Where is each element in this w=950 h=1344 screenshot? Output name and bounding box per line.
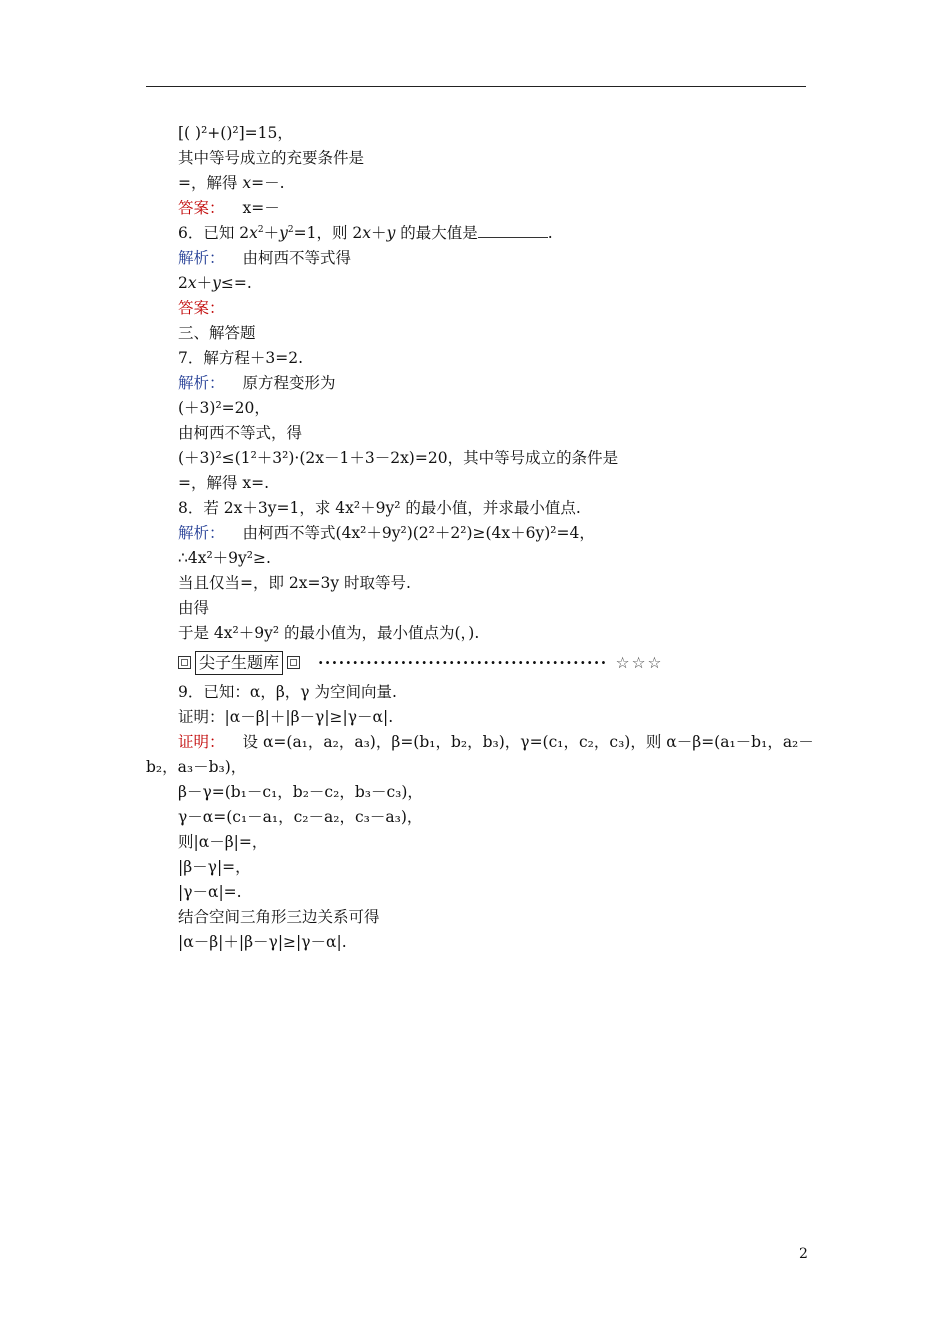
text-line: 其中等号成立的充要条件是 — [178, 149, 365, 167]
answer-blank — [478, 223, 548, 238]
header-rule — [146, 86, 806, 87]
question-bank-header — [178, 649, 828, 676]
answer-label: 答案： — [178, 199, 225, 217]
text-line: 由得 — [178, 599, 210, 617]
box-icon — [178, 656, 191, 669]
text-line: 于是 4x²＋9y² 的最小值为，最小值点为(，). — [178, 624, 480, 642]
text-line: 则|α－β|=， — [178, 833, 268, 851]
analysis-label: 解析： — [178, 374, 225, 392]
analysis-label: 解析： — [178, 249, 225, 267]
text-line: =，解得 x=. — [178, 474, 270, 492]
text-line: 结合空间三角形三边关系可得 — [178, 908, 380, 926]
text-line: ∴4x²＋9y²≥. — [178, 549, 271, 567]
answer-label: 答案： — [178, 299, 225, 317]
text-line: 由柯西不等式，得 — [178, 424, 303, 442]
proof-line: 证明： 设 α=(a₁，a₂，a₃)，β=(b₁，b₂，b₃)，γ=(c₁，c₂，c₃)，则 α－β=(a₁－b₁，a₂－ — [178, 733, 814, 751]
text-line: β－γ=(b₁－c₁，b₂－c₂，b₃－c₃)， — [178, 783, 423, 801]
bank-title: 尖子生题库 — [195, 651, 283, 675]
text-line: 2x＋y≤=. — [178, 274, 252, 292]
page-number: 2 — [799, 1246, 808, 1262]
text-line: 当且仅当=，即 2x=3y 时取等号. — [178, 574, 411, 592]
text-line: γ－α=(c₁－a₁，c₂－a₂，c₃－a₃)， — [178, 808, 423, 826]
box-icon — [287, 656, 300, 669]
document-body — [146, 121, 828, 955]
text-line: 证明：|α－β|＋|β－γ|≥|γ－α|. — [178, 708, 394, 726]
answer-line: 答案： x=－ — [178, 199, 280, 217]
answer-line — [178, 296, 828, 321]
proof-label: 证明： — [178, 733, 225, 751]
question-8: 8．若 2x＋3y=1，求 4x²＋9y² 的最小值，并求最小值点. — [178, 499, 581, 517]
text-line: (＋3)²≤(1²＋3²)·(2x－1＋3－2x)=20，其中等号成立的条件是 — [178, 449, 619, 467]
analysis-line: 解析： 由柯西不等式得 — [178, 249, 352, 267]
question-6: 6．已知 $2x^2+y^2=1$，则 2x＋y 的最大值是 . — [178, 224, 553, 242]
text-line: b₂，a₃－b₃)， — [146, 758, 247, 776]
analysis-line: 解析： 原方程变形为 — [178, 374, 336, 392]
text-line: (＋3)²=20， — [178, 399, 270, 417]
text-line: |α－β|＋|β－γ|≥|γ－α|. — [178, 933, 347, 951]
text-line: |β－γ|=， — [178, 858, 251, 876]
analysis-label: 解析： — [178, 524, 225, 542]
text-line: [( )²+()²]=15， — [178, 124, 293, 142]
dot-leader: ·········································· — [318, 653, 608, 672]
difficulty-stars: ☆☆☆ — [615, 653, 664, 672]
section-heading: 三、解答题 — [178, 324, 256, 342]
text-line: |γ－α|=. — [178, 883, 242, 901]
question-7: 7．解方程＋3=2. — [178, 349, 303, 367]
question-9: 9．已知：α，β，γ 为空间向量. — [178, 683, 397, 701]
analysis-line: 解析： 由柯西不等式(4x²＋9y²)(2²＋2²)≥(4x＋6y)²=4， — [178, 524, 595, 542]
text-line: =，解得 x=－. — [178, 174, 285, 192]
